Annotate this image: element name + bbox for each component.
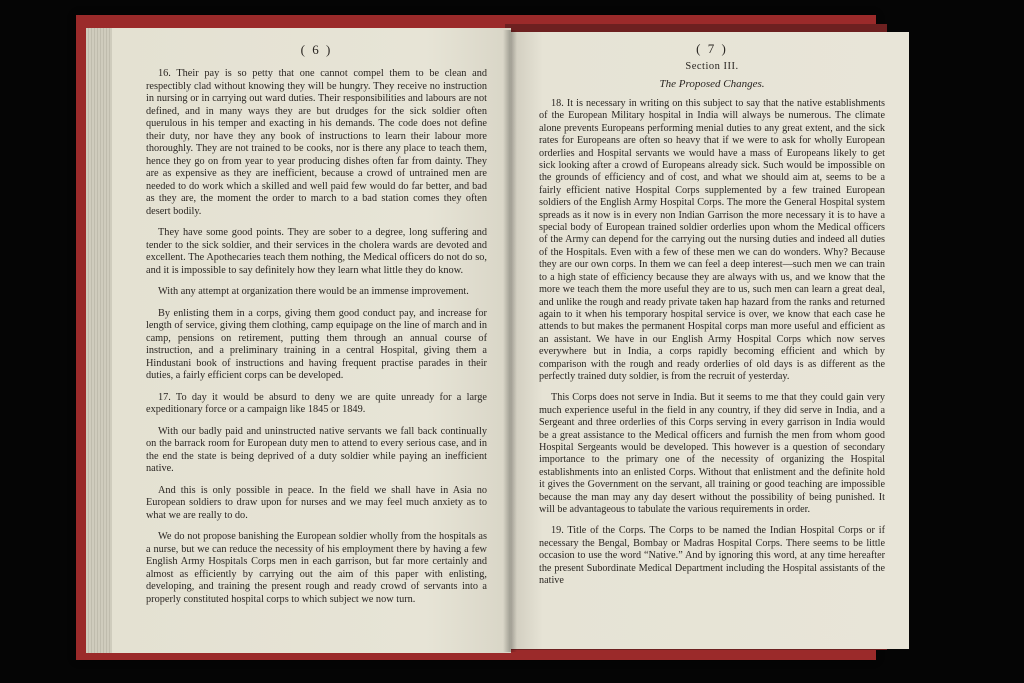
left-paragraph-4: By enlisting them in a corps, giving them good conduct pay, and increase for length of service, giving them clothing, camp equipage on the line of march and in camp, pensions on retirement, putting them through an annual course of instruction, and a preliminary training in a central Hospital, giving them a Hindustani book of instructions and having frequent practise parades in their duties, a fairly efficient corps can be developed. — [146, 307, 487, 381]
left-paragraph-7: And this is only possible in peace. In the field we shall have in Asia no European soldiers to draw upon for nurses and we may feel much anxiety as to what we are really to do. — [146, 484, 487, 521]
section-subtitle: The Proposed Changes. — [659, 78, 765, 90]
left-paragraph-2: They have some good points. They are sober to a degree, long suffering and tender to the sick soldier, and their services in the cholera wards are devoted and excellent. The Apothecaries teach them nothing, the Medical officers do not do so, and it is impossible to say definitely how they learn what little they do know. — [146, 227, 487, 276]
left-page — [86, 28, 511, 653]
section-heading: Section III. — [685, 61, 739, 72]
left-paragraph-6: With our badly paid and uninstructed native servants we fall back continually on the barrack room for European duty men to attend to every serious case, and in the end the state is being deprived of a duty soldier while paying an inefficient native. — [146, 425, 487, 474]
page-stack-edge — [86, 28, 112, 653]
left-paragraph-3: With any attempt at organization there would be an immense improvement. — [158, 286, 469, 297]
book-gutter — [503, 30, 517, 652]
left-paragraph-8: We do not propose banishing the European soldier wholly from the hospitals as a nurse, but we can reduce the necessity of his employment there by having a few English Army Hospitals Corps men in each garrison, but far more certainly and almost as efficiently by carrying out the aim of this paper with enlisting, developing, and training the present rough and ready crowd of servants into a properly constituted hospital corps to which subject we now turn. — [146, 531, 487, 605]
left-page-number: ( 6 ) — [300, 42, 333, 57]
right-page — [511, 32, 909, 649]
right-paragraph-1: 18. It is necessary in writing on this subject to say that the native establishments of the European Military hospital in India will always be numerous. The climate alone prevents Europeans performing menial duties to any great extent, and the sick rates for Europeans are often so heavy that if we were to ask for wholly European orderlies and Hospital servants we would have a mass of Europeans likely to get sick looking after a crowd of Europeans already sick. Such would be impossible on the grounds of efficiency and of cost, and what we should aim at, seems to be a fairly efficient native Hospital Corps supplemented by a few trained European soldiers of the English Army Hospital Corps. The more the General Hospital system spreads as it now is in every non Indian Garrison the more necessary it is to have a special body of European trained soldier orderlies upon whom the Medical officers of the Army can depend for the carrying out the nursing duties and indeed all duties of the Hospitals. Even with a few of these men we can do wonders. Why? Because they are our own corps. In them we can feel a deep interest—such men we can train to a high state of efficiency because they are always with us, and we know that the more we teach them the more useful they are to us, such men can learn a great deal, and unlike the rough and ready private taken hap hazard from the ranks and returned again to it when his temporary hospital service is over, we know that each case he attends to but makes the permanent Hospital corps man more useful and efficient as an assistant. We have in our English Army Hospital Corps which now serves everywhere but in India, a corps rapidly becoming efficient and which by comparison with the rough and ready orderlies of old days is as different as the perfectly trained duty soldier, is from the recruit of yesterday. — [539, 98, 885, 382]
right-page-number: ( 7 ) — [696, 41, 728, 56]
right-paragraph-2: This Corps does not serve in India. But it seems to me that they could gain very much experience useful in the field in any country, if they did serve in India, and a Sergeant and three orderlies of this Corps serving in every garrison in India would be a great assistance to the Medical officers and furnish the men from whom good Hospital Sergeants would be developed. This however is a question of secondary importance to the primary one of the necessity of organizing the Hospital establishments into an enlisted Corps. Without that enlistment and the definite hold it gives the Government on the servant, all training or good teaching are impossible because the man may any day desert without the possibility of being punished. It will be advantageous to tabulate the various requirements in order. — [539, 392, 885, 515]
left-paragraph-5: 17. To day it would be absurd to deny we are quite unready for a large expeditionary force or a campaign like 1845 or 1849. — [146, 391, 487, 415]
right-paragraph-3: 19. Title of the Corps. The Corps to be named the Indian Hospital Corps or if necessary the Bengal, Bombay or Madras Hospital Corps. There seems to be little occasion to use the word “Native.” And by ignoring this word, at any time hereafter the present Subordinate Medical Department including the Hospital assistants of the native — [539, 525, 885, 587]
left-paragraph-1: 16. Their pay is so petty that one cannot compel them to be clean and respectibly clad without knowing they will be hungry. They receive no instruction in nursing or in carrying out ward duties. Their responsibilities and labours are not defined, and in many ways they are but drudges for the sick soldier often querulous in his temper and exacting in his demands. The code does not define their duty, nor have they any book of instructions to learn their labour more thoroughly. They are not trained to be cooks, nor is there any place to teach them, hence they go on from year to year producing dishes often far from dainty. They are as expensive as they are inefficient, because a crowd of untrained men are needed to do work which a skilled and well paid few would do far better, and bad as they are, the moment the order to march to a bad station comes they often desert bodily. — [146, 68, 487, 217]
